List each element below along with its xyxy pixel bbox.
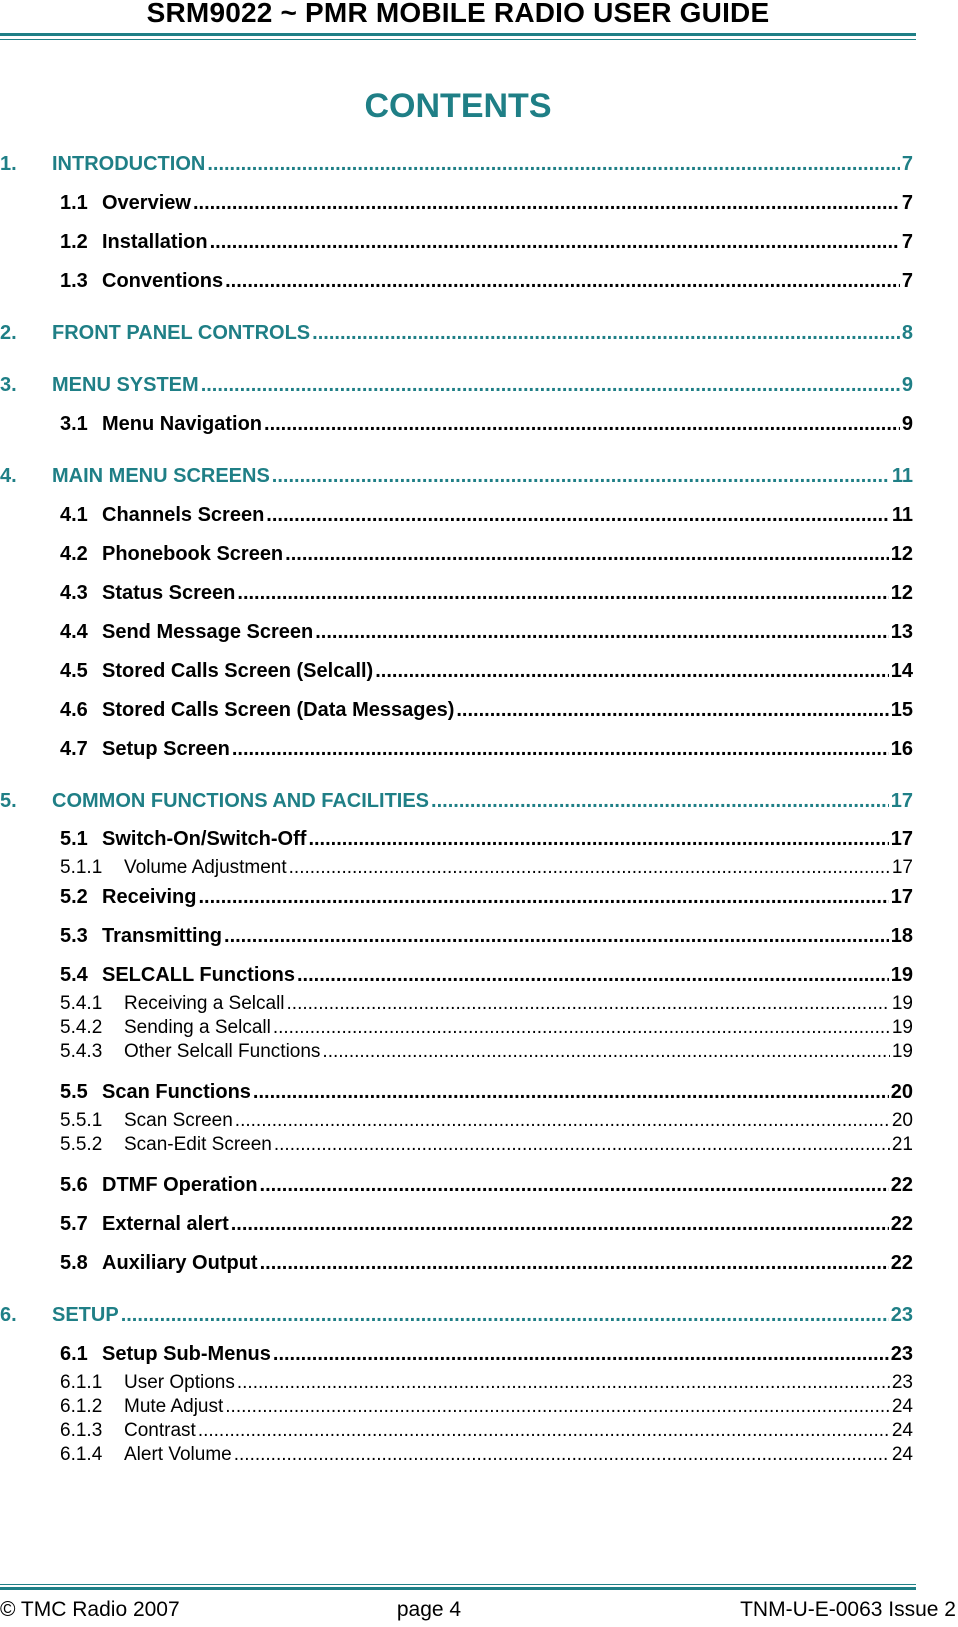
toc-entry-title: Mute Adjust (124, 1396, 224, 1417)
toc-entry-number: 1. (0, 153, 17, 175)
toc-entry-title: Alert Volume (124, 1444, 232, 1465)
toc-dot-leader (273, 1341, 889, 1367)
toc-entry[interactable] (0, 1040, 913, 1064)
toc-dot-leader (322, 1040, 889, 1064)
toc-dot-leader (273, 1016, 890, 1040)
toc-entry-page: 23 (890, 1304, 913, 1326)
toc-entry-title: Scan Functions (102, 1081, 251, 1103)
toc-entry[interactable] (0, 1395, 913, 1419)
toc-dot-leader (210, 229, 900, 255)
toc-entry[interactable] (0, 658, 913, 684)
toc-entry-page: 21 (891, 1134, 913, 1155)
toc-entry[interactable] (0, 1371, 913, 1395)
toc-entry[interactable] (0, 229, 913, 255)
toc-entry-page: 19 (890, 964, 913, 986)
toc-entry[interactable] (0, 826, 913, 852)
header-rule-thick (0, 33, 916, 36)
toc-entry[interactable] (0, 1250, 913, 1276)
toc-entry-title: Channels Screen (102, 504, 265, 526)
toc-entry[interactable] (0, 1133, 913, 1157)
toc-entry-title: Status Screen (102, 582, 236, 604)
toc-entry-page: 7 (901, 270, 913, 292)
toc-dot-leader (431, 788, 889, 814)
toc-entry-title: Setup Sub-Menus (102, 1343, 271, 1365)
toc-dot-leader (224, 923, 889, 949)
toc-entry-number: 1.3 (60, 270, 88, 292)
toc-entry[interactable] (0, 1419, 913, 1443)
toc-entry[interactable] (0, 1443, 913, 1467)
toc-entry-page: 19 (891, 1041, 913, 1062)
toc-entry[interactable] (0, 884, 913, 910)
toc-entry[interactable] (0, 268, 913, 294)
toc-dot-leader (315, 619, 889, 645)
toc-entry[interactable] (0, 190, 913, 216)
toc-dot-leader (121, 1302, 889, 1328)
toc-entry-number: 4.4 (60, 621, 88, 643)
toc-entry-page: 23 (891, 1372, 913, 1393)
toc-entry-title: Scan Screen (124, 1110, 233, 1131)
toc-dot-leader (234, 1443, 890, 1467)
toc-entry-page: 24 (891, 1396, 913, 1417)
toc-entry-page: 17 (890, 790, 913, 812)
toc-entry-number: 6.1.4 (60, 1444, 103, 1465)
toc-entry-title: MENU SYSTEM (52, 374, 199, 396)
toc-entry-title: Receiving (102, 886, 197, 908)
toc-entry-page: 14 (890, 660, 913, 682)
toc-entry-number: 5.2 (60, 886, 88, 908)
toc-entry-page: 17 (890, 828, 913, 850)
toc-dot-leader (289, 856, 890, 880)
toc-entry-title: COMMON FUNCTIONS AND FACILITIES (52, 790, 430, 812)
toc-entry-page: 22 (890, 1252, 913, 1274)
toc-dot-leader (198, 884, 888, 910)
toc-entry-title: SELCALL Functions (102, 964, 295, 986)
toc-entry-page: 8 (901, 322, 913, 344)
toc-entry[interactable] (0, 619, 913, 645)
page-header-title: SRM9022 ~ PMR MOBILE RADIO USER GUIDE (146, 0, 770, 28)
toc-dot-leader (297, 962, 889, 988)
toc-entry-title: INTRODUCTION (52, 153, 206, 175)
toc-entry-number: 1.1 (60, 192, 88, 214)
toc-entry[interactable] (0, 1079, 913, 1105)
toc-entry-page: 12 (890, 543, 913, 565)
toc-entry-title: Conventions (102, 270, 224, 292)
footer-copyright: © TMC Radio 2007 (0, 1598, 180, 1621)
toc-dot-leader (237, 1371, 890, 1395)
toc-entry-number: 5.8 (60, 1252, 88, 1274)
toc-entry[interactable] (0, 788, 913, 814)
toc-dot-leader (231, 1211, 889, 1237)
toc-entry-title: Phonebook Screen (102, 543, 284, 565)
toc-entry-page: 23 (890, 1343, 913, 1365)
toc-entry-number: 6.1.1 (60, 1372, 103, 1393)
toc-entry[interactable] (0, 502, 913, 528)
toc-entry[interactable] (0, 1341, 913, 1367)
toc-entry-title: Setup Screen (102, 738, 230, 760)
toc-entry-title: SETUP (52, 1304, 119, 1326)
toc-entry-title: Overview (102, 192, 191, 214)
toc-entry[interactable] (0, 541, 913, 567)
toc-entry[interactable] (0, 923, 913, 949)
toc-entry-page: 24 (891, 1444, 913, 1465)
toc-entry-page: 12 (890, 582, 913, 604)
toc-entry[interactable] (0, 1172, 913, 1198)
toc-entry-title: Other Selcall Functions (124, 1041, 321, 1062)
toc-entry-title: Transmitting (102, 925, 223, 947)
toc-entry-number: 4.6 (60, 699, 88, 721)
toc-entry[interactable] (0, 992, 913, 1016)
toc-dot-leader (260, 1250, 889, 1276)
toc-entry-page: 17 (890, 886, 913, 908)
toc-entry[interactable] (0, 372, 913, 398)
toc-entry-page: 9 (901, 413, 913, 435)
toc-entry-number: 5.6 (60, 1174, 88, 1196)
toc-dot-leader (193, 190, 900, 216)
toc-dot-leader (308, 826, 888, 852)
toc-entry-page: 22 (890, 1174, 913, 1196)
toc-entry-title: DTMF Operation (102, 1174, 258, 1196)
toc-entry[interactable] (0, 411, 913, 437)
toc-entry-number: 5.4 (60, 964, 88, 986)
toc-entry-page: 20 (891, 1110, 913, 1131)
toc-entry-number: 6.1.2 (60, 1396, 103, 1417)
toc-entry-number: 3.1 (60, 413, 88, 435)
toc-dot-leader (312, 320, 900, 346)
toc-dot-leader (266, 502, 890, 528)
toc-entry-number: 5.3 (60, 925, 88, 947)
toc-entry-number: 4.1 (60, 504, 88, 526)
toc-entry[interactable] (0, 1302, 913, 1328)
toc-entry-number: 4.7 (60, 738, 88, 760)
toc-entry-page: 7 (901, 231, 913, 253)
toc-entry-title: Stored Calls Screen (Data Messages) (102, 699, 455, 721)
toc-entry-title: Sending a Selcall (124, 1017, 271, 1038)
toc-entry[interactable] (0, 580, 913, 606)
toc-entry-number: 5.7 (60, 1213, 88, 1235)
footer-page-number: page 4 (396, 1598, 462, 1621)
toc-entry-page: 20 (890, 1081, 913, 1103)
toc-entry[interactable] (0, 1211, 913, 1237)
toc-dot-leader (456, 697, 888, 723)
toc-entry[interactable] (0, 463, 913, 489)
toc-entry[interactable] (0, 736, 913, 762)
toc-dot-leader (207, 151, 900, 177)
toc-dot-leader (225, 1395, 890, 1419)
toc-entry-number: 5.4.2 (60, 1017, 103, 1038)
toc-entry-number: 5.4.1 (60, 993, 103, 1014)
toc-entry-number: 4.5 (60, 660, 88, 682)
page-footer (0, 1596, 956, 1624)
footer-rule-thin (0, 1584, 916, 1585)
toc-entry-number: 5.5.1 (60, 1110, 103, 1131)
toc-entry-number: 4.3 (60, 582, 88, 604)
toc-dot-leader (285, 541, 889, 567)
toc-entry-page: 13 (890, 621, 913, 643)
toc-entry-title: Menu Navigation (102, 413, 263, 435)
toc-entry-page: 15 (890, 699, 913, 721)
toc-dot-leader (201, 372, 900, 398)
toc-entry-title: Scan-Edit Screen (124, 1134, 272, 1155)
toc-entry-number: 5. (0, 790, 17, 812)
toc-entry-number: 5.1.1 (60, 857, 103, 878)
toc-entry[interactable] (0, 697, 913, 723)
toc-entry-title: Auxiliary Output (102, 1252, 258, 1274)
toc-entry-number: 6.1 (60, 1343, 88, 1365)
toc-entry-number: 2. (0, 322, 17, 344)
toc-entry-number: 5.5.2 (60, 1134, 103, 1155)
toc-entry-title: Send Message Screen (102, 621, 314, 643)
toc-entry-page: 19 (891, 1017, 913, 1038)
toc-entry-number: 4. (0, 465, 17, 487)
toc-entry-page: 9 (901, 374, 913, 396)
toc-entry-title: Switch-On/Switch-Off (102, 828, 307, 850)
toc-entry-number: 6.1.3 (60, 1420, 103, 1441)
toc-entry-page: 7 (901, 153, 913, 175)
footer-rule-thick (0, 1587, 916, 1590)
toc-entry-page: 11 (891, 504, 913, 526)
toc-dot-leader (237, 580, 888, 606)
toc-entry-title: Contrast (124, 1420, 196, 1441)
toc-entry[interactable] (0, 856, 913, 880)
toc-entry-title: Volume Adjustment (124, 857, 287, 878)
toc-entry-number: 5.1 (60, 828, 88, 850)
toc-entry-page: 11 (891, 465, 913, 487)
toc-dot-leader (225, 268, 900, 294)
toc-dot-leader (264, 411, 900, 437)
toc-entry-number: 6. (0, 1304, 17, 1326)
toc-entry-title: FRONT PANEL CONTROLS (52, 322, 311, 344)
toc-entry-number: 5.4.3 (60, 1041, 103, 1062)
toc-dot-leader (274, 1133, 890, 1157)
toc-dot-leader (253, 1079, 889, 1105)
toc-entry-title: User Options (124, 1372, 235, 1393)
toc-entry-title: MAIN MENU SCREENS (52, 465, 270, 487)
toc-dot-leader (375, 658, 889, 684)
toc-entry[interactable] (0, 962, 913, 988)
toc-entry-page: 16 (890, 738, 913, 760)
toc-entry-page: 19 (891, 993, 913, 1014)
toc-entry-number: 1.2 (60, 231, 88, 253)
contents-heading: CONTENTS (364, 87, 552, 125)
toc-entry[interactable] (0, 1109, 913, 1133)
toc-entry-title: Receiving a Selcall (124, 993, 285, 1014)
toc-dot-leader (232, 736, 889, 762)
toc-dot-leader (272, 463, 890, 489)
toc-entry-page: 17 (891, 857, 913, 878)
toc-dot-leader (260, 1172, 889, 1198)
toc-entry-page: 22 (890, 1213, 913, 1235)
header-rule-thin (0, 39, 916, 40)
toc-dot-leader (287, 992, 890, 1016)
toc-entry-page: 18 (890, 925, 913, 947)
toc-entry-number: 5.5 (60, 1081, 88, 1103)
toc-entry-page: 7 (901, 192, 913, 214)
toc-dot-leader (198, 1419, 890, 1443)
toc-entry[interactable] (0, 320, 913, 346)
toc-entry[interactable] (0, 1016, 913, 1040)
toc-dot-leader (235, 1109, 890, 1133)
toc-entry-title: External alert (102, 1213, 229, 1235)
toc-entry-number: 3. (0, 374, 17, 396)
footer-document-id: TNM-U-E-0063 Issue 2 (740, 1598, 956, 1621)
toc-entry-title: Stored Calls Screen (Selcall) (102, 660, 374, 682)
toc-entry-page: 24 (891, 1420, 913, 1441)
toc-entry-number: 4.2 (60, 543, 88, 565)
toc-entry[interactable] (0, 151, 913, 177)
toc-entry-title: Installation (102, 231, 208, 253)
